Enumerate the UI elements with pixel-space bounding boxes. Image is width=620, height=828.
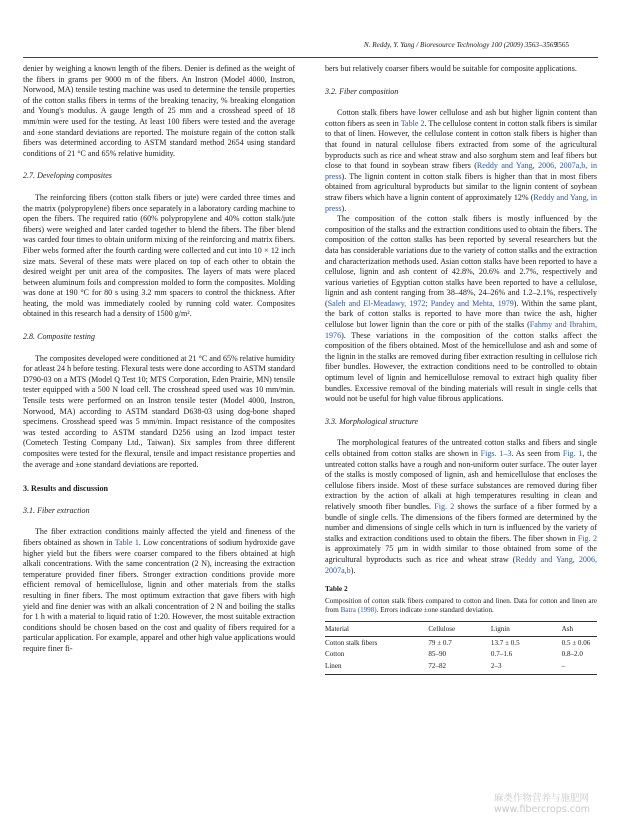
column-header: Ash — [562, 621, 597, 637]
citation-link[interactable]: Reddy and Yang, in press — [325, 192, 597, 213]
table-cell: 13.7 ± 0.5 — [490, 638, 520, 647]
table-cell: 0.5 ± 0.06 — [561, 638, 591, 647]
paragraph: The reinforcing fibers (cotton stalk fibers or jute) were carded three times and the matrix (polypropylene) fibers once separately in a laboratory carding machine to open the fibers. The required ratio (60% polypropylene and 40% cotton stalk/jute fibers) were weighed and later carded together to blend the fibers. The fiber blend was carded four times to obtain uniform mixing of the reinforcing and matrix fibers. Fiber webs formed after the fourth carding were collected and cut into 10 × 12 inch size mats. Several of these mats were placed on top of each other to obtain the desired weight per unit area of the composites. The layers of mats were placed between aluminum foils and compression molded to form the composites. Molding was done at 190 °C for 80 s using 3.2 mm spacers to control the thickness. After heating, the mold was immediately cooled by running cold water. Composites obtained in this research had a density of 1500 g/m². — [23, 192, 295, 319]
table-cell: 85–90 — [428, 650, 447, 659]
page-number: 3565 — [554, 41, 569, 49]
citation-link[interactable]: Reddy and Yang, 2006, 2007a,b — [325, 554, 597, 575]
running-title: N. Reddy, Y. Yang / Bioresource Technology 100 (2009) 3563–3569 — [363, 41, 557, 49]
table-cell: 2–3 — [491, 661, 562, 675]
table-cell: 79 ± 0.7 — [428, 638, 452, 647]
column-header: Material — [325, 621, 428, 637]
paragraph: Cotton stalk fibers have lower cellulose and ash but higher lignin content than cotton fibers as seen in Table 2. The cellulose content in cotton stalk fibers is similar to that of linen. However, the cellulose content in cotton stalk fibers is higher than that found in natural cellulose fibers extracted from some of the agricultural byproducts such as rice and wheat straw and also sorghum stem and leaf fibers but close to that found in soybean straw fibers (Reddy and Yang, 2006, 2007a,b, in press). The lignin content in cotton stalk fibers is higher than that in most fibers obtained from agricultural byproducts but similar to the lignin content of soybean straw fibers which have a lignin content of approximately 12% (Reddy and Yang, in press). — [325, 108, 597, 213]
header-rule — [23, 57, 598, 58]
paragraph: denier by weighing a known length of the fibers. Denier is defined as the weight of the fibers in grams per 9000 m of the fibers. An Instron (Model 4000, Instron, Norwood, MA) tensile testing machine was used to determine the tensile properties of the cotton stalks fibers in terms of the breaking tenacity, % breaking elongation and Young's modulus. A gauge length of 25 mm and a crosshead speed of 18 mm/min were used for the testing. At least 100 fibers were tested and the average and ±one standard deviations are reported. The moisture regain of the cotton stalk fibers was determined according to ASTM standard method 2654 using standard conditions of 21 °C and 65% relative humidity. — [23, 64, 295, 158]
paragraph: bers but relatively coarser fibers would be suitable for composite applications. — [325, 64, 577, 73]
citation-link[interactable]: Batra (1998) — [340, 605, 377, 614]
section-heading-2-7: 2.7. Developing composites — [23, 171, 112, 181]
paragraph: The morphological features of the untreated cotton stalks and fibers and single cells obtained from cotton stalks are shown in Figs. 1–3. As seen from Fig. 1, the untreated cotton stalks have a rough and non-uniform outer surface. The outer layer of the stalks is mostly composed of lignin, ash and hemicellulose that encloses the cellulose fibers inside. Most of these surface substances are removed during fiber extraction by the action of alkali at high temperatures resulting in clean and relatively smooth fiber bundles. Fig. 2 shows the surface of a fiber formed by a bundle of single cells. The dimensions of the fibers formed are determined by the number and dimensions of single cells which in turn is influenced by the variety of stalks and extraction conditions used to obtain the fibers. The fiber shown in Fig. 2 is approximately 75 μm in width similar to those obtained from some of the agricultural byproducts such as rice and wheat straw (Reddy and Yang, 2006, 2007a,b). — [325, 438, 597, 575]
figure-link[interactable]: Fig. 2 — [577, 533, 597, 543]
table-cell: 0.7–1.6 — [490, 650, 513, 659]
figure-link[interactable]: Fig. 2 — [434, 501, 455, 511]
paragraph: The composition of the cotton stalk fibers is mostly influenced by the composition of the stalks and the extraction conditions used to obtain the fibers. The composition of the cotton stalks has been reported by several researchers but the data has considerable variations due to the variety of cotton stalks and the extraction and characterization methods used. Asian cotton stalks have been reported to have a cellulose, lignin and ash content of 42.8%, 20.6% and 2.7%, respectively and various varieties of Egyptian cotton stalks have been reported to have a cellulose, lignin and ash content ranging from 38–48%, 24–26% and 1.2–2.1%, respectively (Saleh and El-Meadawy, 1972; Pandey and Mehta, 1979). Within the same plant, the bark of cotton stalks is reported to have more than twice the ash, higher cellulose but lower lignin than the core or pith of the stalks (Fahmy and Ibrahim, 1976). These variations in the composition of the cotton stalks affect the composition of the fibers obtained. Most of the hemicellulose and ash and some of the lignin in the stalks are removed during fiber extraction resulting in cellulose rich fiber bundles. However, the extraction conditions need to be controlled to obtain optimum level of lignin and hemicellulose removal to extract high quality fiber bundles. Excessive removal of the binding materials will result in single cells that would not be useful for high value fibrous applications. — [325, 214, 598, 404]
column-header: Lignin — [491, 621, 562, 637]
table-header-row — [325, 621, 597, 637]
watermark-line: www.fibercrops.com — [494, 804, 591, 815]
site-watermark — [494, 793, 590, 815]
table-cell: Cotton — [325, 650, 345, 659]
table-cell: Linen — [325, 661, 428, 675]
table-1-link[interactable]: Table 1 — [114, 537, 139, 547]
citation-link[interactable]: Fahmy and Ibrahim, 1976 — [325, 320, 598, 340]
figure-link[interactable]: Figs. 1–3 — [480, 449, 512, 458]
composition-table — [325, 621, 597, 675]
right-column — [325, 64, 597, 675]
section-heading-3: 3. Results and discussion — [23, 484, 108, 494]
running-header — [23, 41, 597, 53]
paragraph: The composites developed were conditioned at 21 °C and 65% relative humidity for atleast 24 h before testing. Flexural tests were done according to ASTM standard D790-03 on a MTS (Model Q Test 10; MTS Corporation, Eden Prairie, MN) tensile tester equipped with a 500 N load cell. The crosshead speed used was 10 mm/min. Tensile tests were performed on an Instron tensile tester (Model 4000, Instron, Norwood, MA) according to ASTM standard D638-03 using dog-bone shaped specimens. Crosshead speed was 5 mm/min. Impact resistance of the composites was tested according to ASTM standard D256 using an Izod impact tester (Cometech Testing Company Ltd., Taiwan). Six samples from three different composites were tested for the flexural, tensile and impact resistance properties and the average and ±one standard deviations are reported. — [23, 353, 295, 469]
section-heading-3-1: 3.1. Fiber extraction — [23, 505, 90, 515]
watermark-line: 麻类作物营养与施肥网 — [494, 793, 590, 804]
citation-link[interactable]: Saleh and El-Meadawy, 1972; Pandey and Mehta, 1979 — [327, 298, 514, 308]
table-cell: Cotton stalk fibers — [325, 638, 378, 647]
column-header: Cellulose — [428, 621, 491, 637]
table-row — [325, 637, 597, 649]
table-cell: 72–82 — [428, 661, 491, 675]
section-heading-3-3: 3.3. Morphological structure — [325, 416, 419, 426]
citation-link[interactable]: Reddy and Yang, 2006, 2007a,b, in press — [325, 161, 597, 181]
table-row — [325, 649, 597, 661]
table-2-title: Table 2 — [325, 584, 348, 594]
table-2-caption: Composition of cotton stalk fibers compared to cotton and linen. Data for cotton and linen are from Batra (1998). Errors indicate ±one standard deviation. — [325, 596, 597, 614]
left-column — [23, 64, 295, 655]
figure-link[interactable]: Fig. 1 — [562, 449, 583, 458]
table-cell: – — [562, 661, 597, 675]
table-cell: 0.8–2.0 — [561, 650, 583, 659]
section-heading-3-2: 3.2. Fiber composition — [325, 86, 399, 96]
table-row — [325, 661, 597, 675]
table-2-link[interactable]: Table 2 — [400, 118, 425, 128]
section-heading-2-8: 2.8. Composite testing — [23, 332, 95, 342]
paragraph: The fiber extraction conditions mainly affected the yield and fineness of the fibers obtained as shown in Table 1. Low concentrations of sodium hydroxide gave higher yield but the fibers were coarser compared to the fibers obtained at high alkali concentrations. With the same concentration (2 N), increasing the extraction temperature provided finer fibers. Stronger extraction conditions provide more efficient removal of hemicellulose, lignin and other materials from the stalks resulting in finer fibers. The most optimum extraction that gave fibers with high yield and fine denier was with an alkali concentration of 2 N and boiling the stalks for 1 h with a material to liquid ratio of 1:20. However, the most suitable extraction conditions should be chosen based on the cost and quality of fibers required for a particular application. For example, apparel and other high value applications would require finer fi- — [23, 527, 295, 653]
